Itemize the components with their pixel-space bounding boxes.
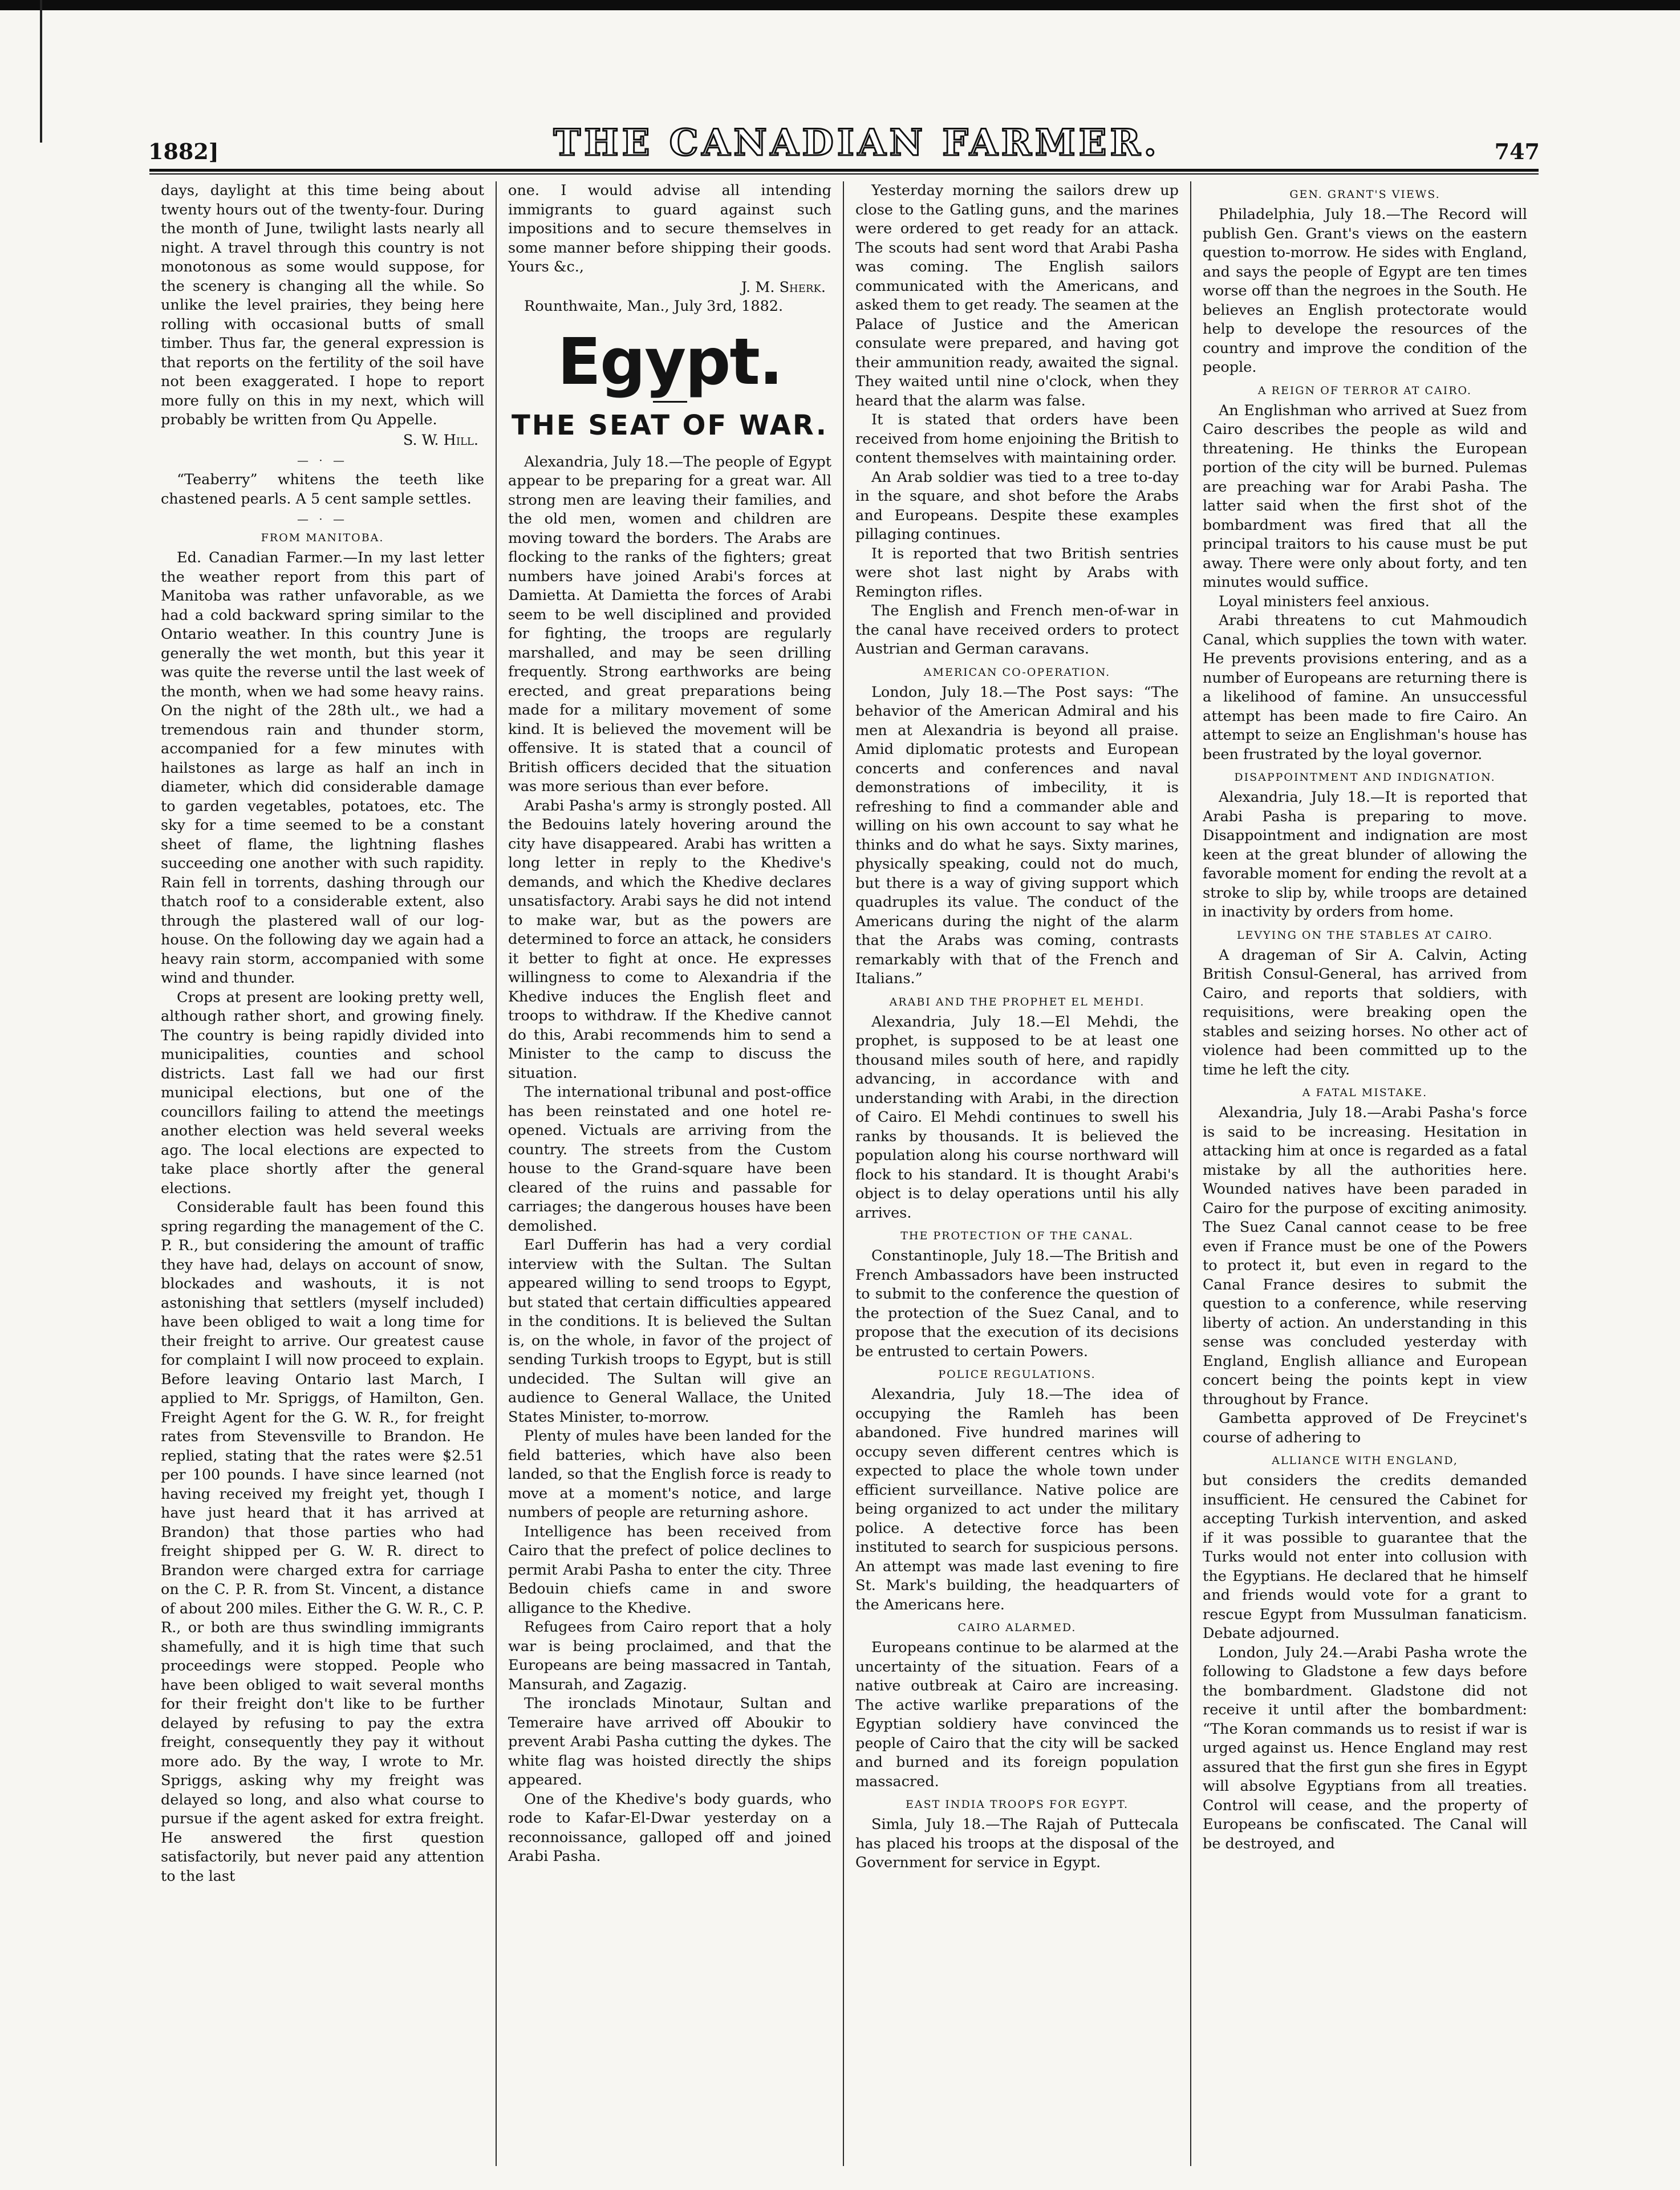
paragraph: days, daylight at this time being about twenty hours out of the twenty-four. During the month of June, twilight lasts nearly all night. A travel through this country is not monotonous as some would suppose, for the scenery is changing all the while. So unlike the level prairies, they being here rolling with occasional butts of small timber. Thus far, the general expression is that reports on the fertility of the soil have not been exaggerated. I hope to report more fully on this in my next, which will probably be written from Qu Appelle. (161, 182, 484, 428)
paragraph: Constantinople, July 18.—The British and French Ambassadors have been instructed to submit to the conference the question of the protection of the Suez Canal, and to propose that the execution of its decisions be entrusted to certain Powers. (855, 1247, 1179, 1360)
section-heading: A FATAL MISTAKE. (1302, 1086, 1428, 1099)
paragraph: Yesterday morning the sailors drew up close to the Gatling guns, and the marines were ordered to get ready for an attack. The scouts had sent word that Arabi Pasha was coming. The English sailors communicated with the Americans, and asked them to get ready. The seamen at the Palace of Justice and the American consulate were prepared, and having got their ammunition ready, awaited the signal. They waited until nine o'clock, when they heard that the alarm was false. (855, 182, 1179, 409)
section-heading: POLICE REGULATIONS. (938, 1368, 1096, 1381)
paragraph: London, July 24.—Arabi Pasha wrote the following to Gladstone a few days before the bombardment. Gladstone did not receive it until after the bombardment: “The Koran commands us to resist if war is urged against us. Hence England may rest assured that the first gun she fires in Egypt will absolve Egyptians from all treaties. Control will cease, and the property of Europeans be confiscated. The Canal will be destroyed, and (1203, 1644, 1527, 1852)
header-rule (149, 169, 1539, 172)
paragraph: but considers the credits demanded insufficient. He censured the Cabinet for accepting Turkish intervention, and asked if it was possible to guarantee that the Turks would not enter into collusion with the Egyptians. He declared that he himself and friends would vote for a grant to rescue Egypt from Mussulman fanaticism. Debate adjourned. (1203, 1472, 1527, 1642)
paragraph: The ironclads Minotaur, Sultan and Temeraire have arrived off Aboukir to prevent Arabi Pasha cutting the dykes. The white flag was hoisted directly the ships appeared. (508, 1695, 831, 1788)
paragraph: Crops at present are looking pretty well, although rather short, and growing finely. The country is being rapidly divided into municipalities, counties and school districts. Last fall we had our first municipal elections, but one of the councillors failing to attend the meetings another election was held several weeks ago. The local elections are expected to take place shortly after the general elections. (161, 988, 484, 1197)
section-heading: LEVYING ON THE STABLES AT CAIRO. (1236, 928, 1494, 942)
dateline: Rounthwaite, Man., July 3rd, 1882. (524, 298, 784, 315)
paragraph: Plenty of mules have been landed for the field batteries, which have also been landed, so that the English force is ready to move at a moment's notice, and large numbers of people are returning ashore. (508, 1427, 831, 1521)
page-number: 747 (1494, 139, 1540, 164)
paragraph: Earl Dufferin has had a very cordial interview with the Sultan. The Sultan appeared willing to send troops to Egypt, but stated that certain difficulties appeared in the conditions. It is believed the Sultan is, on the whole, in favor of the project of sending Turkish troops to Egypt, but is still undecided. The Sultan will give an audience to General Wallace, the United States Minister, to-morrow. (508, 1236, 831, 1426)
paragraph: It is stated that orders have been received from home enjoining the British to content themselves with maintaining order. (855, 411, 1179, 467)
header-rule-thin (149, 173, 1539, 175)
column-1 (149, 181, 497, 2166)
article-columns (149, 181, 1539, 2166)
paragraph: London, July 18.—The Post says: “The behavior of the American Admiral and his men at Alexandria is beyond all praise. Amid diplomatic protests and European concerts and conferences and naval demonstrations of imbecility, it is refreshing to find a commander able and willing on his own account to say what he thinks and do what he says. Sixty marines, physically speaking, could not do much, but there is a way of giving support which quadruples its value. The conduct of the Americans during the night of the alarm that the Arabs was coming, contrasts remarkably with that of the French and Italians.” (855, 683, 1179, 987)
page-header (148, 121, 1540, 164)
signature: J. M. Sherk. (741, 278, 826, 296)
paragraph: Arabi threatens to cut Mahmoudich Canal, which supplies the town with water. He prevents provisions entering, and as a number of Europeans are returning there is a likelihood of famine. An unsuccessful attempt has been made to fire Cairo. An attempt to seize an Englishman's house has been frustrated by the loyal governor. (1203, 612, 1527, 763)
paragraph: Alexandria, July 18.—It is reported that Arabi Pasha is preparing to move. Disappointment and indignation are most keen at the great blunder of allowing the favorable moment for ending the revolt at a stroke to slip by, while troops are detained in inactivity by orders from home. (1203, 789, 1527, 920)
paragraph: Arabi Pasha's army is strongly posted. All the Bedouins lately hovering around the city have disappeared. Arabi has written a long letter in reply to the Khedive's demands, and which the Khedive declares unsatisfactory. Arabi says he did not intend to make war, but as the powers are determined to force an attack, he considers it better to fight at once. He expresses willingness to come to Alexandria if the Khedive induces the English fleet and troops to withdraw. If the Khedive cannot do this, Arabi recommends him to send a Minister to the camp to discuss the situation. (508, 797, 831, 1082)
paragraph: An Englishman who arrived at Suez from Cairo describes the people as wild and threatening. He thinks the European portion of the city will be burned. Pulemas are preaching war for Arabi Pasha. The latter said when the first shot of the bombardment was fired that all the principal traitors to his cause must be put away. There were only about forty, and ten minutes would suffice. (1203, 402, 1527, 591)
paragraph: Alexandria, July 18.—Arabi Pasha's force is said to be increasing. Hesitation in attacking him at once is regarded as a fatal mistake by all the authorities here. Wounded natives have been paraded in Cairo for the purpose of exciting animosity. The Suez Canal cannot cease to be free even if France must be one of the Powers to protect it, but even in regard to the Canal France desires to submit the question to a conference, while reserving liberty of action. An understanding in this sense was concluded yesterday with England, English alliance and European concert being the points kept in view throughout by France. (1203, 1104, 1527, 1408)
section-heading: FROM MANITOBA. (261, 532, 384, 544)
separator: — · — (297, 453, 348, 467)
paragraph: A drageman of Sir A. Calvin, Acting British Consul-General, has arrived from Cairo, and reports that soldiers, with requisitions, were breaking open the stables and seizing horses. No other act of violence had been committed up to the time he left the city. (1203, 946, 1527, 1078)
column-4 (1191, 181, 1539, 2166)
paragraph: An Arab soldier was tied to a tree to-day in the square, and shot before the Arabs and Europeans. Despite these examples pillaging continues. (855, 468, 1179, 543)
paragraph: one. I would advise all intending immigrants to guard against such impositions and to secure themselves in some manner before shipping their goods. Yours &c., (508, 182, 831, 275)
paragraph: Philadelphia, July 18.—The Record will publish Gen. Grant's views on the eastern question to-morrow. He sides with England, and says the people of Egypt are ten times worse off than the negroes in the South. He believes an English protectorate would help to develope the resources of the country and improve the condition of the people. (1203, 206, 1527, 376)
paragraph: It is reported that two British sentries were shot last night by Arabs with Remington rifles. (855, 545, 1179, 601)
paragraph: Ed. Canadian Farmer.—In my last letter the weather report from this part of Manitoba was rather unfavorable, as we had a cold backward spring similar to the Ontario weather. In this country June is generally the wet month, but this year it was quite the reverse until the last week of the month, when we had some heavy rains. On the night of the 28th ult., we had a tremendous rain and thunder storm, accompanied for a few minutes with hailstones as large as half an inch in diameter, which did considerable damage to garden vegetables, potatoes, etc. The sky for a time seemed to be a constant sheet of flame, the lightning flashes succeeding one another with such rapidity. Rain fell in torrents, dashing through our thatch roof to a considerable extent, also through the plastered wall of our log-house. On the following day we again had a heavy rain storm, accompanied with some wind and thunder. (161, 549, 484, 987)
paragraph: Europeans continue to be alarmed at the uncertainty of the situation. Fears of a native outbreak at Cairo are increasing. The active warlike preparations of the Egyptian soldiery have convinced the people of Cairo that the city will be sacked and burned and its foreign population massacred. (855, 1639, 1179, 1790)
signature: S. W. Hill. (403, 431, 478, 449)
section-heading: CAIRO ALARMED. (957, 1621, 1077, 1634)
paragraph: Gambetta approved of De Freycinet's course of adhering to (1203, 1410, 1527, 1446)
section-heading: THE PROTECTION OF THE CANAL. (900, 1230, 1134, 1242)
top-border (0, 0, 1680, 10)
paragraph: The international tribunal and post-office has been reinstated and one hotel re-opened. Victuals are arriving from the country. The streets from the Custom house to the Grand-square have been cleared of the ruins and passable for carriages; the dangerous houses have been demolished. (508, 1084, 831, 1235)
column-3 (844, 181, 1191, 2166)
column-2 (497, 181, 844, 2166)
paragraph: Alexandria, July 18.—El Mehdi, the prophet, is supposed to be at least one thousand miles south of here, and rapidly advancing, in accordance with and understanding with Arabi, in the direction of Cairo. El Mehdi continues to swell his ranks by thousands. It is believed the population along his course northward will flock to his standard. It is thought Arabi's object is to delay operations until his ally arrives. (855, 1013, 1179, 1222)
section-heading: A REIGN OF TERROR AT CAIRO. (1257, 384, 1472, 397)
masthead-title: THE CANADIAN FARMER. (553, 121, 1160, 164)
paragraph: Simla, July 18.—The Rajah of Puttecala has placed his troops at the disposal of the Government for service in Egypt. (855, 1816, 1179, 1871)
paragraph: Refugees from Cairo report that a holy war is being proclaimed, and that the Europeans are being massacred in Tantah, Mansurah, and Zagazig. (508, 1619, 831, 1693)
paragraph: Intelligence has been received from Cairo that the prefect of police declines to permit Arabi Pasha to enter the city. Three Bedouin chiefs came in and swore alligance to the Khedive. (508, 1523, 831, 1617)
page-edge (40, 0, 42, 143)
paragraph: The English and French men-of-war in the canal have received orders to protect Austrian and German caravans. (855, 602, 1179, 658)
section-heading: DISAPPOINTMENT AND INDIGNATION. (1234, 771, 1496, 784)
section-heading: AMERICAN CO-OPERATION. (923, 666, 1111, 679)
paragraph: Alexandria, July 18.—The people of Egypt appear to be preparing for a great war. All strong men are leaving their families, and the old men, women and children are moving toward the borders. The Arabs are flocking to the ranks of the fighters; great numbers have joined Arabi's forces at Damietta. At Damietta the forces of Arabi seem to be well disciplined and provided for fighting, the troops are regularly marshalled, and may be seen drilling frequently. Strong earthworks are being erected, and great preparations being made for a military movement of some kind. It is believed the movement will be offensive. It is stated that a council of British officers decided that the situation was more serious than ever before. (508, 453, 831, 795)
header-year: 1882] (148, 139, 219, 164)
article-title: Egypt. (557, 325, 782, 399)
paragraph: Loyal ministers feel anxious. (1219, 593, 1430, 610)
section-heading: EAST INDIA TROOPS FOR EGYPT. (906, 1798, 1129, 1811)
section-heading: ALLIANCE WITH ENGLAND, (1272, 1454, 1458, 1467)
paragraph: One of the Khedive's body guards, who rode to Kafar-El-Dwar yesterday on a reconnoissance, galloped off and joined Arabi Pasha. (508, 1790, 831, 1865)
paragraph: “Teaberry” whitens the teeth like chastened pearls. A 5 cent sample settles. (161, 471, 484, 508)
section-heading: ARABI AND THE PROPHET EL MEHDI. (889, 995, 1145, 1008)
paragraph: Considerable fault has been found this spring regarding the management of the C. P. R., but considering the amount of traffic they have had, delays on account of snow, blockades and washouts, it is not astonishing that settlers (myself included) have been obliged to wait a long time for their freight to arrive. Our greatest cause for complaint I will now proceed to explain. Before leaving Ontario last March, I applied to Mr. Spriggs, of Hamilton, Gen. Freight Agent for the G. W. R., for freight rates from Stevensville to Brandon. He replied, stating that the rates were $2.51 per 100 pounds. I have since learned (not having received my freight yet, though I have just heard that it has arrived at Brandon) that those parties who had freight shipped per G. W. R. direct to Brandon were charged extra for carriage on the C. P. R. from St. Vincent, a distance of about 200 miles. Either the G. W. R., C. P. R., or both are thus swindling immigrants shamefully, and it is high time that such proceedings were stopped. People who have been obliged to wait several months for their freight don't like to be further delayed by refusing to pay the extra freight, consequently they pay it without more ado. By the way, I wrote to Mr. Spriggs, asking why my freight was delayed so long, and also what course to pursue if the agent asked for extra freight. He answered the first question satisfactorily, but never paid any attention to the last (161, 1199, 484, 1885)
article-subtitle: THE SEAT OF WAR. (512, 409, 828, 441)
section-heading: GEN. GRANT'S VIEWS. (1289, 188, 1440, 201)
title-rule (653, 401, 687, 403)
separator: — · — (297, 512, 348, 526)
paragraph: Alexandria, July 18.—The idea of occupying the Ramleh has been abandoned. Five hundred marines will occupy seven different centres which is expected to place the whole town under efficient surveillance. Native police are being organized to act under the military police. A detective force has been instituted to search for suspicious persons. An attempt was made last evening to fire St. Mark's building, the headquarters of the Americans here. (855, 1386, 1179, 1613)
